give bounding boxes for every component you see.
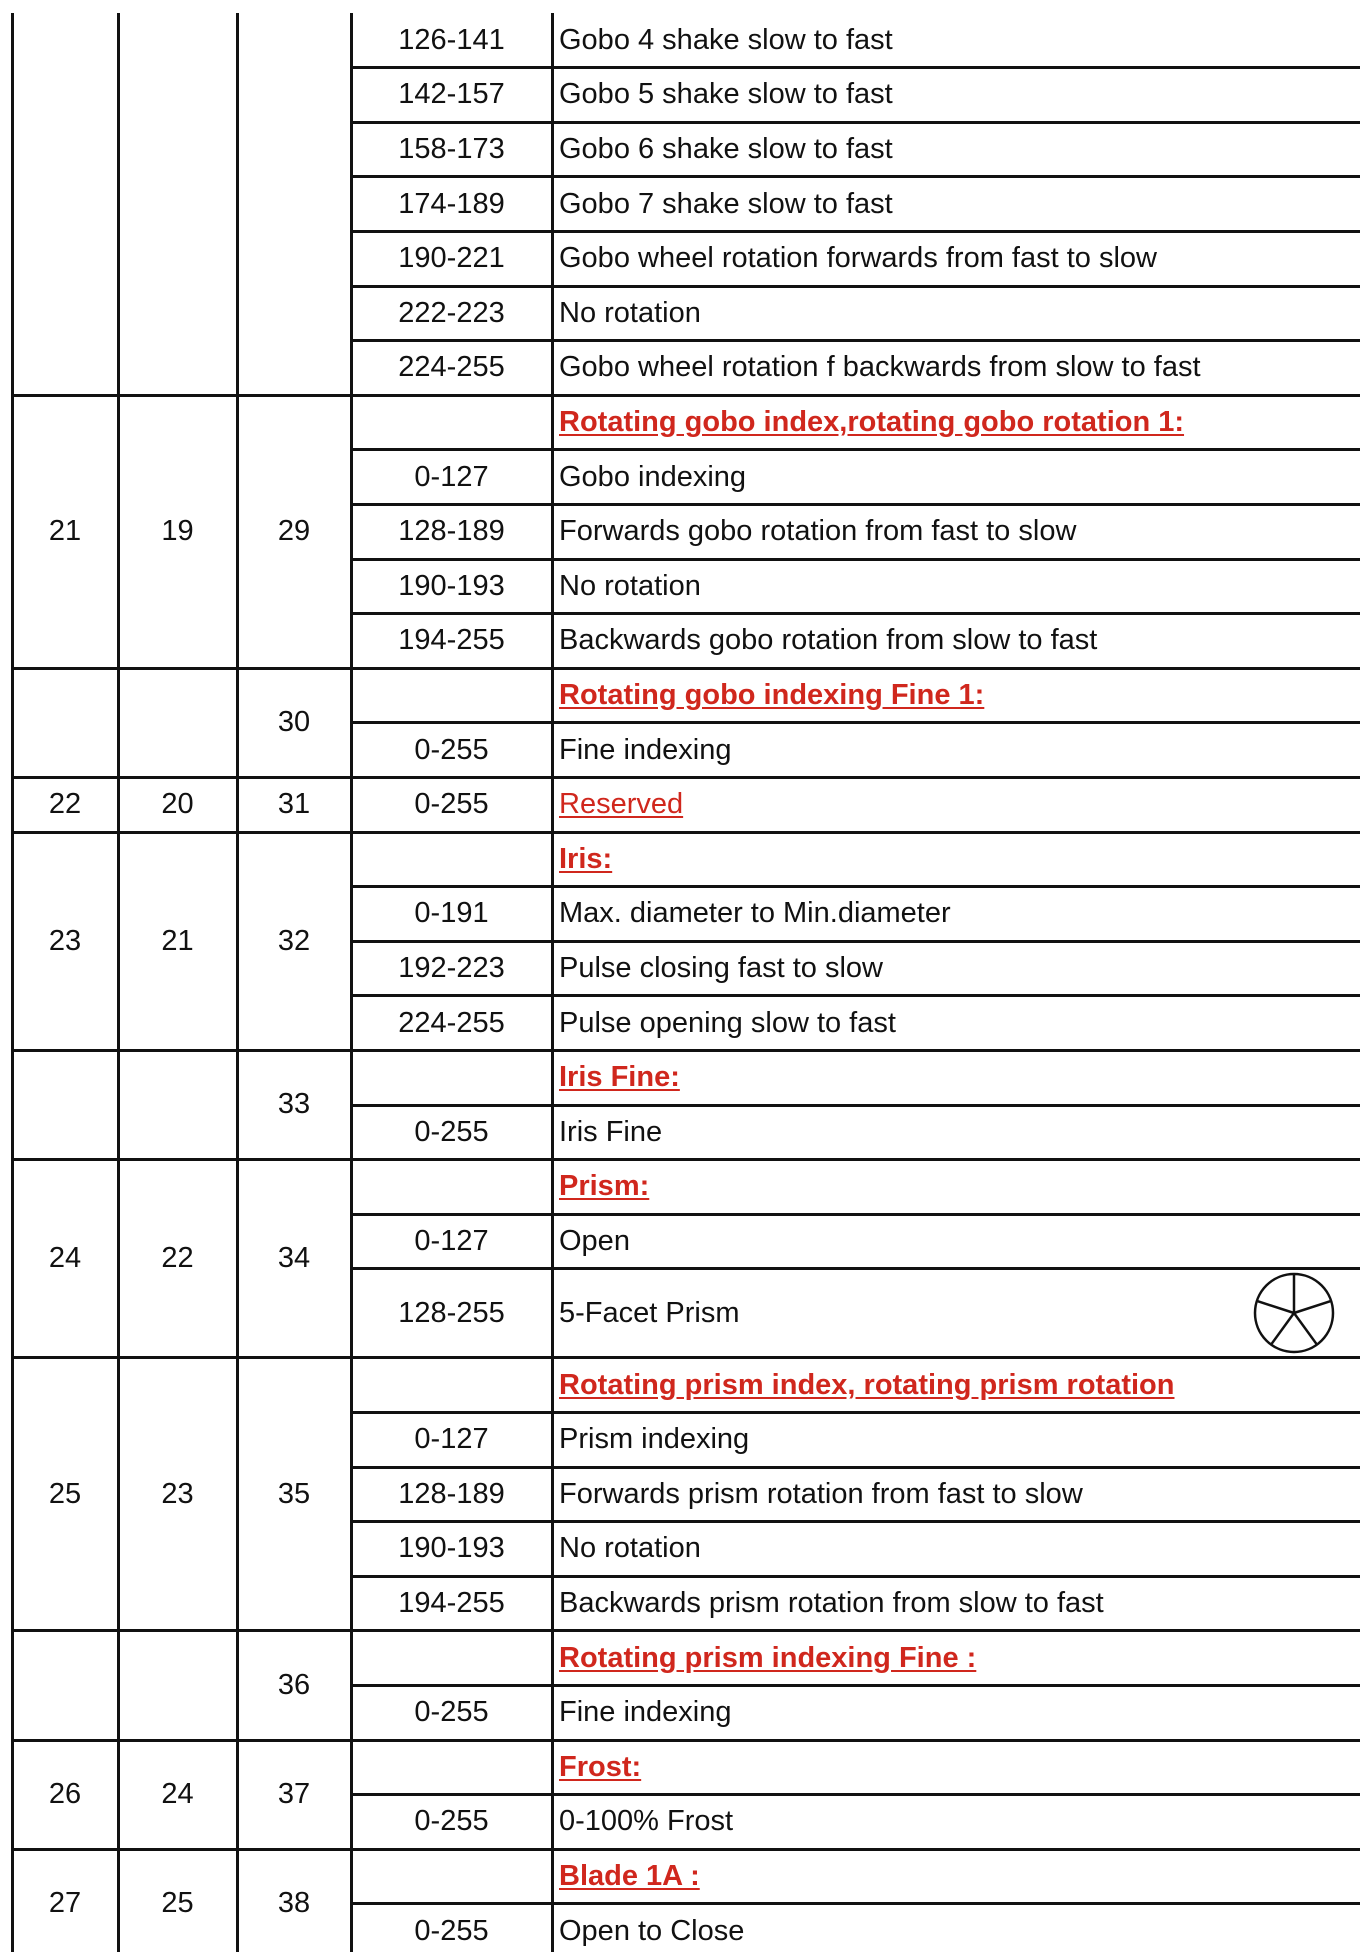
channel-mode-c: 32 [277, 924, 311, 957]
range-cell: 190-193 [398, 569, 505, 602]
channel-mode-b: 21 [161, 924, 194, 957]
range-cell: 224-255 [398, 351, 505, 384]
channel-mode-b: 23 [161, 1477, 194, 1510]
channel-mode-a: 22 [48, 788, 82, 821]
function-heading: Rotating gobo index,rotating gobo rotation 1: [559, 405, 1185, 438]
channel-mode-a: 25 [48, 1477, 82, 1510]
channel-mode-b: 24 [161, 1778, 194, 1811]
channel-mode-a [12, 13, 118, 395]
function-description: Forwards prism rotation from fast to slow [559, 1477, 1083, 1510]
channel-mode-a: 24 [48, 1242, 82, 1275]
function-description: Gobo 4 shake slow to fast [559, 23, 893, 56]
range-cell [351, 395, 552, 450]
function-description: Iris Fine [559, 1115, 663, 1148]
channel-mode-a [12, 1050, 118, 1159]
channel-mode-c: 37 [277, 1778, 311, 1811]
function-heading: Rotating prism index, rotating prism rotation [559, 1368, 1175, 1401]
function-description: Gobo indexing [559, 460, 747, 493]
function-description: Backwards prism rotation from slow to fast [559, 1586, 1104, 1619]
function-description: Fine indexing [559, 1696, 732, 1729]
function-heading: Rotating prism indexing Fine : [559, 1641, 977, 1674]
function-description: Forwards gobo rotation from fast to slow [559, 515, 1077, 548]
range-cell [351, 832, 552, 887]
function-heading: Prism: [559, 1170, 650, 1203]
range-cell: 194-255 [398, 1586, 505, 1619]
function-description: Open to Close [559, 1914, 745, 1947]
channel-mode-a [12, 1631, 118, 1740]
function-description: Max. diameter to Min.diameter [559, 897, 951, 930]
range-cell: 0-255 [414, 1805, 489, 1838]
range-cell: 0-255 [414, 1914, 489, 1947]
channel-mode-c [237, 13, 351, 395]
channel-mode-b [118, 13, 237, 395]
column-divider [551, 13, 554, 1952]
channel-mode-c: 36 [277, 1668, 311, 1701]
range-cell: 0-127 [414, 460, 489, 493]
range-cell: 126-141 [398, 23, 505, 56]
function-description: Fine indexing [559, 733, 732, 766]
channel-mode-c: 29 [277, 515, 311, 548]
channel-mode-a: 27 [48, 1887, 82, 1920]
range-cell [351, 1631, 552, 1686]
range-cell: 128-189 [398, 515, 505, 548]
channel-mode-c: 34 [277, 1242, 311, 1275]
range-cell [351, 1160, 552, 1215]
range-cell: 222-223 [398, 296, 505, 329]
range-cell [351, 1740, 552, 1795]
function-description: Gobo wheel rotation forwards from fast to slow [559, 242, 1157, 275]
range-cell: 0-255 [414, 788, 489, 821]
function-description: Gobo 6 shake slow to fast [559, 132, 893, 165]
function-heading: Blade 1A : [559, 1859, 700, 1892]
function-description: Pulse closing fast to slow [559, 951, 883, 984]
channel-mode-c: 33 [277, 1088, 311, 1121]
channel-mode-b: 22 [161, 1242, 194, 1275]
column-divider [350, 13, 353, 1952]
channel-mode-b: 25 [161, 1887, 194, 1920]
range-cell [351, 1050, 552, 1105]
channel-mode-c: 35 [277, 1477, 311, 1510]
channel-mode-a: 26 [48, 1778, 82, 1811]
function-heading: Frost: [559, 1750, 642, 1783]
column-divider [11, 13, 14, 1952]
function-description: Gobo 7 shake slow to fast [559, 187, 893, 220]
function-description: 0-100% Frost [559, 1805, 734, 1838]
function-description: Backwards gobo rotation from slow to fast [559, 624, 1098, 657]
range-cell: 224-255 [398, 1006, 505, 1039]
range-cell: 0-127 [414, 1423, 489, 1456]
channel-mode-b: 19 [161, 515, 194, 548]
function-description: No rotation [559, 569, 701, 602]
channel-mode-a: 21 [48, 515, 82, 548]
function-description: Gobo wheel rotation f backwards from slow to fast [559, 351, 1201, 384]
prism-5-facet-icon [1252, 1271, 1336, 1355]
range-cell: 0-255 [414, 1115, 489, 1148]
channel-mode-c: 38 [277, 1887, 311, 1920]
range-cell: 158-173 [398, 132, 505, 165]
range-cell: 192-223 [398, 951, 505, 984]
range-cell: 0-127 [414, 1224, 489, 1257]
range-cell [351, 1358, 552, 1413]
range-cell [351, 1849, 552, 1904]
range-cell: 190-221 [398, 242, 505, 275]
range-cell [351, 668, 552, 723]
function-description: Prism indexing [559, 1423, 750, 1456]
range-cell: 128-255 [398, 1296, 505, 1329]
function-description: Open [559, 1224, 630, 1257]
function-description: Gobo 5 shake slow to fast [559, 78, 893, 111]
channel-mode-a [12, 668, 118, 777]
function-description: Reserved [559, 788, 684, 821]
function-description: No rotation [559, 1532, 701, 1565]
function-description: Pulse opening slow to fast [559, 1006, 896, 1039]
column-divider [117, 13, 120, 1952]
range-cell: 190-193 [398, 1532, 505, 1565]
function-heading: Iris: [559, 842, 613, 875]
function-heading: Rotating gobo indexing Fine 1: [559, 678, 985, 711]
channel-mode-b: 20 [161, 788, 194, 821]
function-description: No rotation [559, 296, 701, 329]
range-cell: 142-157 [398, 78, 505, 111]
range-cell: 0-255 [414, 733, 489, 766]
column-divider [236, 13, 239, 1952]
range-cell: 0-255 [414, 1696, 489, 1729]
channel-mode-b [118, 1631, 237, 1740]
channel-mode-c: 31 [277, 788, 311, 821]
channel-mode-b [118, 668, 237, 777]
function-heading: Iris Fine: [559, 1061, 680, 1094]
function-description: 5-Facet Prism [559, 1296, 740, 1329]
range-cell: 174-189 [398, 187, 505, 220]
range-cell: 0-191 [414, 897, 489, 930]
channel-mode-b [118, 1050, 237, 1159]
channel-mode-c: 30 [277, 706, 311, 739]
range-cell: 128-189 [398, 1477, 505, 1510]
range-cell: 194-255 [398, 624, 505, 657]
channel-mode-a: 23 [48, 924, 82, 957]
